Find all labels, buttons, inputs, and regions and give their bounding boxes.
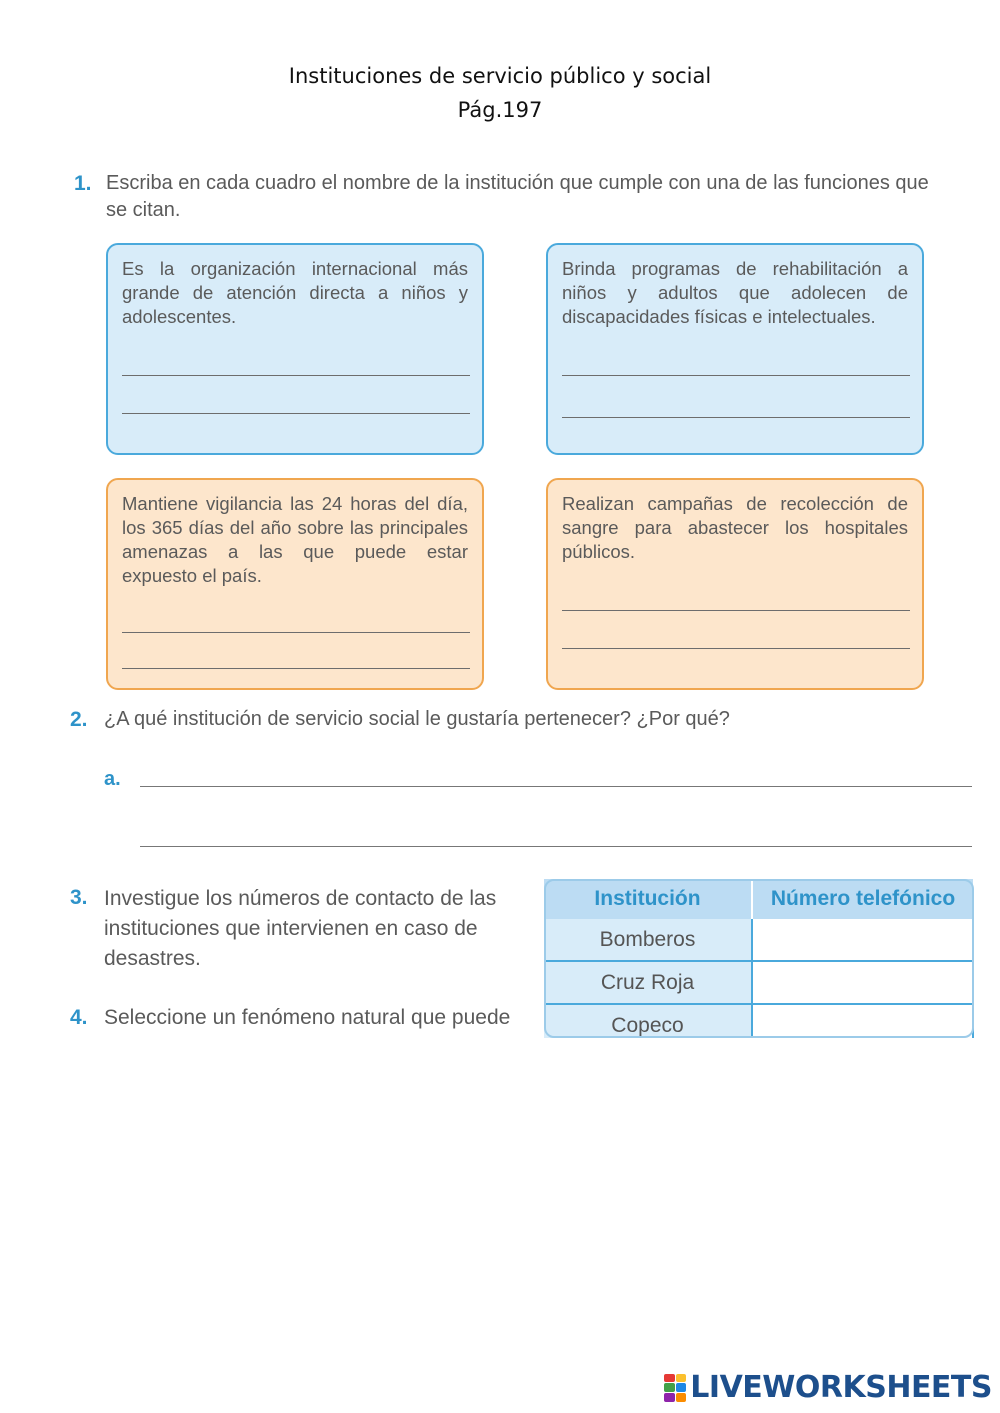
- answer-line[interactable]: [122, 632, 470, 633]
- answer-line[interactable]: [140, 846, 972, 847]
- answer-line[interactable]: [562, 417, 910, 418]
- table-header-institution: Institución: [544, 879, 752, 919]
- function-box-1-text: Es la organización internacional más grande de atención directa a niños y adolescentes.: [122, 258, 468, 327]
- function-box-2-text: Brinda programas de rehabilitación a niños y adultos que adolecen de discapacidades físicas e intelectuales.: [562, 258, 908, 327]
- function-box-3: [106, 478, 484, 690]
- function-box-2: [546, 243, 924, 455]
- contacts-table-frame: [544, 879, 974, 1038]
- liveworksheets-logo-text: LIVEWORKSHEETS: [690, 1370, 992, 1405]
- function-box-4-text: Realizan campañas de recolección de sangre para abastecer los hospitales públicos.: [562, 493, 908, 562]
- blank-area: [0, 1038, 1000, 1413]
- answer-line[interactable]: [122, 375, 470, 376]
- liveworksheets-logo-icon: [664, 1374, 686, 1402]
- question-4-text: Seleccione un fenómeno natural que puede: [104, 1006, 511, 1029]
- answer-line[interactable]: [562, 648, 910, 649]
- question-2-number: 2.: [70, 708, 88, 731]
- liveworksheets-logo: [664, 1370, 992, 1405]
- answer-item-label: a.: [104, 768, 121, 790]
- answer-line[interactable]: [122, 413, 470, 414]
- answer-line[interactable]: [562, 375, 910, 376]
- table-header-phone: Número telefónico: [752, 879, 973, 919]
- question-4-number: 4.: [70, 1006, 88, 1029]
- answer-line[interactable]: [122, 668, 470, 669]
- question-2-text: ¿A qué institución de servicio social le gustaría pertenecer? ¿Por qué?: [104, 708, 730, 730]
- question-1-text: Escriba en cada cuadro el nombre de la institución que cumple con una de las funciones que se citan.: [106, 172, 929, 221]
- worksheet-title: Instituciones de servicio público y social: [288, 64, 712, 88]
- answer-line[interactable]: [562, 610, 910, 611]
- institution-name: Copeco: [544, 1004, 752, 1047]
- question-1-number: 1.: [74, 172, 92, 195]
- institution-name: Bomberos: [544, 919, 752, 961]
- function-box-1: [106, 243, 484, 455]
- question-3-number: 3.: [70, 886, 88, 909]
- function-box-4: [546, 478, 924, 690]
- answer-line[interactable]: [140, 786, 972, 787]
- page-number: Pág.197: [457, 98, 543, 122]
- function-box-3-text: Mantiene vigilancia las 24 horas del día, los 365 días del año sobre las principales amenazas a las que puede estar expuesto el país.: [122, 493, 468, 586]
- institution-name: Cruz Roja: [544, 961, 752, 1004]
- question-3-text: Investigue los números de contacto de las instituciones que intervienen en caso de desastres.: [104, 887, 497, 970]
